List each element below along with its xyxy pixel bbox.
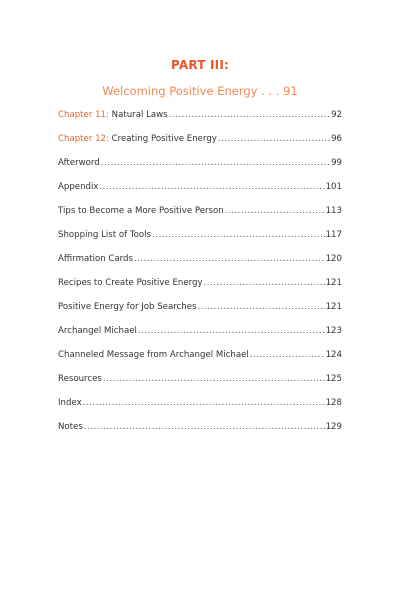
- toc-entry-chapter-12[interactable]: [58, 133, 342, 157]
- toc-entry-title: Resources: [58, 374, 102, 384]
- toc-entry-chapter-11[interactable]: [58, 109, 342, 133]
- toc-entry-title: Index: [58, 398, 82, 408]
- toc-page-number: 99: [331, 158, 342, 168]
- toc-entry-tips[interactable]: [58, 205, 342, 229]
- toc-page-number: 129: [325, 422, 342, 432]
- toc-page-number: 101: [325, 182, 342, 192]
- toc-chapter-number: Chapter 11:: [58, 110, 109, 120]
- toc-dot-leader: [83, 397, 325, 409]
- toc-entry-index[interactable]: [58, 397, 342, 421]
- toc-page-number: 121: [325, 278, 342, 288]
- toc-page-number: 96: [331, 134, 342, 144]
- toc-entry-recipes[interactable]: [58, 277, 342, 301]
- toc-entry-title: Positive Energy for Job Searches: [58, 302, 197, 312]
- toc-entry-appendix[interactable]: [58, 181, 342, 205]
- toc-entry-affirmation-cards[interactable]: [58, 253, 342, 277]
- toc-entry-title: Notes: [58, 422, 83, 432]
- toc-entry-title: Recipes to Create Positive Energy: [58, 278, 203, 288]
- toc-entry-shopping-list[interactable]: [58, 229, 342, 253]
- table-of-contents: [58, 109, 342, 445]
- toc-page-number: 125: [325, 374, 342, 384]
- toc-dot-leader: [103, 373, 325, 385]
- toc-page-number: 120: [325, 254, 342, 264]
- toc-page-number: 92: [331, 110, 342, 120]
- toc-page-number: 121: [325, 302, 342, 312]
- toc-dot-leader: [218, 133, 330, 145]
- toc-entry-title: Tips to Become a More Positive Person: [58, 206, 224, 216]
- toc-entry-title: Affirmation Cards: [58, 254, 133, 264]
- toc-dot-leader: [169, 109, 330, 121]
- toc-entry-resources[interactable]: [58, 373, 342, 397]
- toc-entry-channeled-message[interactable]: [58, 349, 342, 373]
- toc-entry-title: Shopping List of Tools: [58, 230, 152, 240]
- toc-page-number: 123: [325, 326, 342, 336]
- toc-entry-title: Channeled Message from Archangel Michael: [58, 350, 249, 360]
- part-subtitle: Welcoming Positive Energy . . . 91: [102, 84, 298, 98]
- toc-dot-leader: [152, 229, 325, 241]
- toc-entry-title: Natural Laws: [108, 110, 168, 120]
- toc-entry-afterword[interactable]: [58, 157, 342, 181]
- toc-dot-leader: [84, 421, 325, 433]
- toc-entry-notes[interactable]: [58, 421, 342, 445]
- toc-entry-title: Appendix: [58, 182, 99, 192]
- toc-chapter-number: Chapter 12:: [58, 134, 109, 144]
- part-heading: PART III:: [170, 58, 230, 72]
- toc-page-number: 124: [325, 350, 342, 360]
- toc-dot-leader: [198, 301, 325, 313]
- toc-entry-title: Afterword: [58, 158, 100, 168]
- toc-dot-leader: [101, 157, 330, 169]
- toc-dot-leader: [134, 253, 325, 265]
- toc-dot-leader: [99, 181, 324, 193]
- toc-entry-title: Creating Positive Energy: [108, 134, 217, 144]
- toc-page-number: 117: [325, 230, 342, 240]
- toc-page-number: 113: [325, 206, 342, 216]
- toc-page-number: 128: [325, 398, 342, 408]
- toc-entry-job-searches[interactable]: [58, 301, 342, 325]
- toc-dot-leader: [250, 349, 325, 361]
- toc-entry-archangel-michael[interactable]: [58, 325, 342, 349]
- toc-entry-label: [58, 109, 168, 121]
- toc-entry-title: Archangel Michael: [58, 326, 137, 336]
- toc-dot-leader: [225, 205, 325, 217]
- toc-dot-leader: [138, 325, 325, 337]
- toc-entry-label: [58, 133, 217, 145]
- toc-dot-leader: [204, 277, 325, 289]
